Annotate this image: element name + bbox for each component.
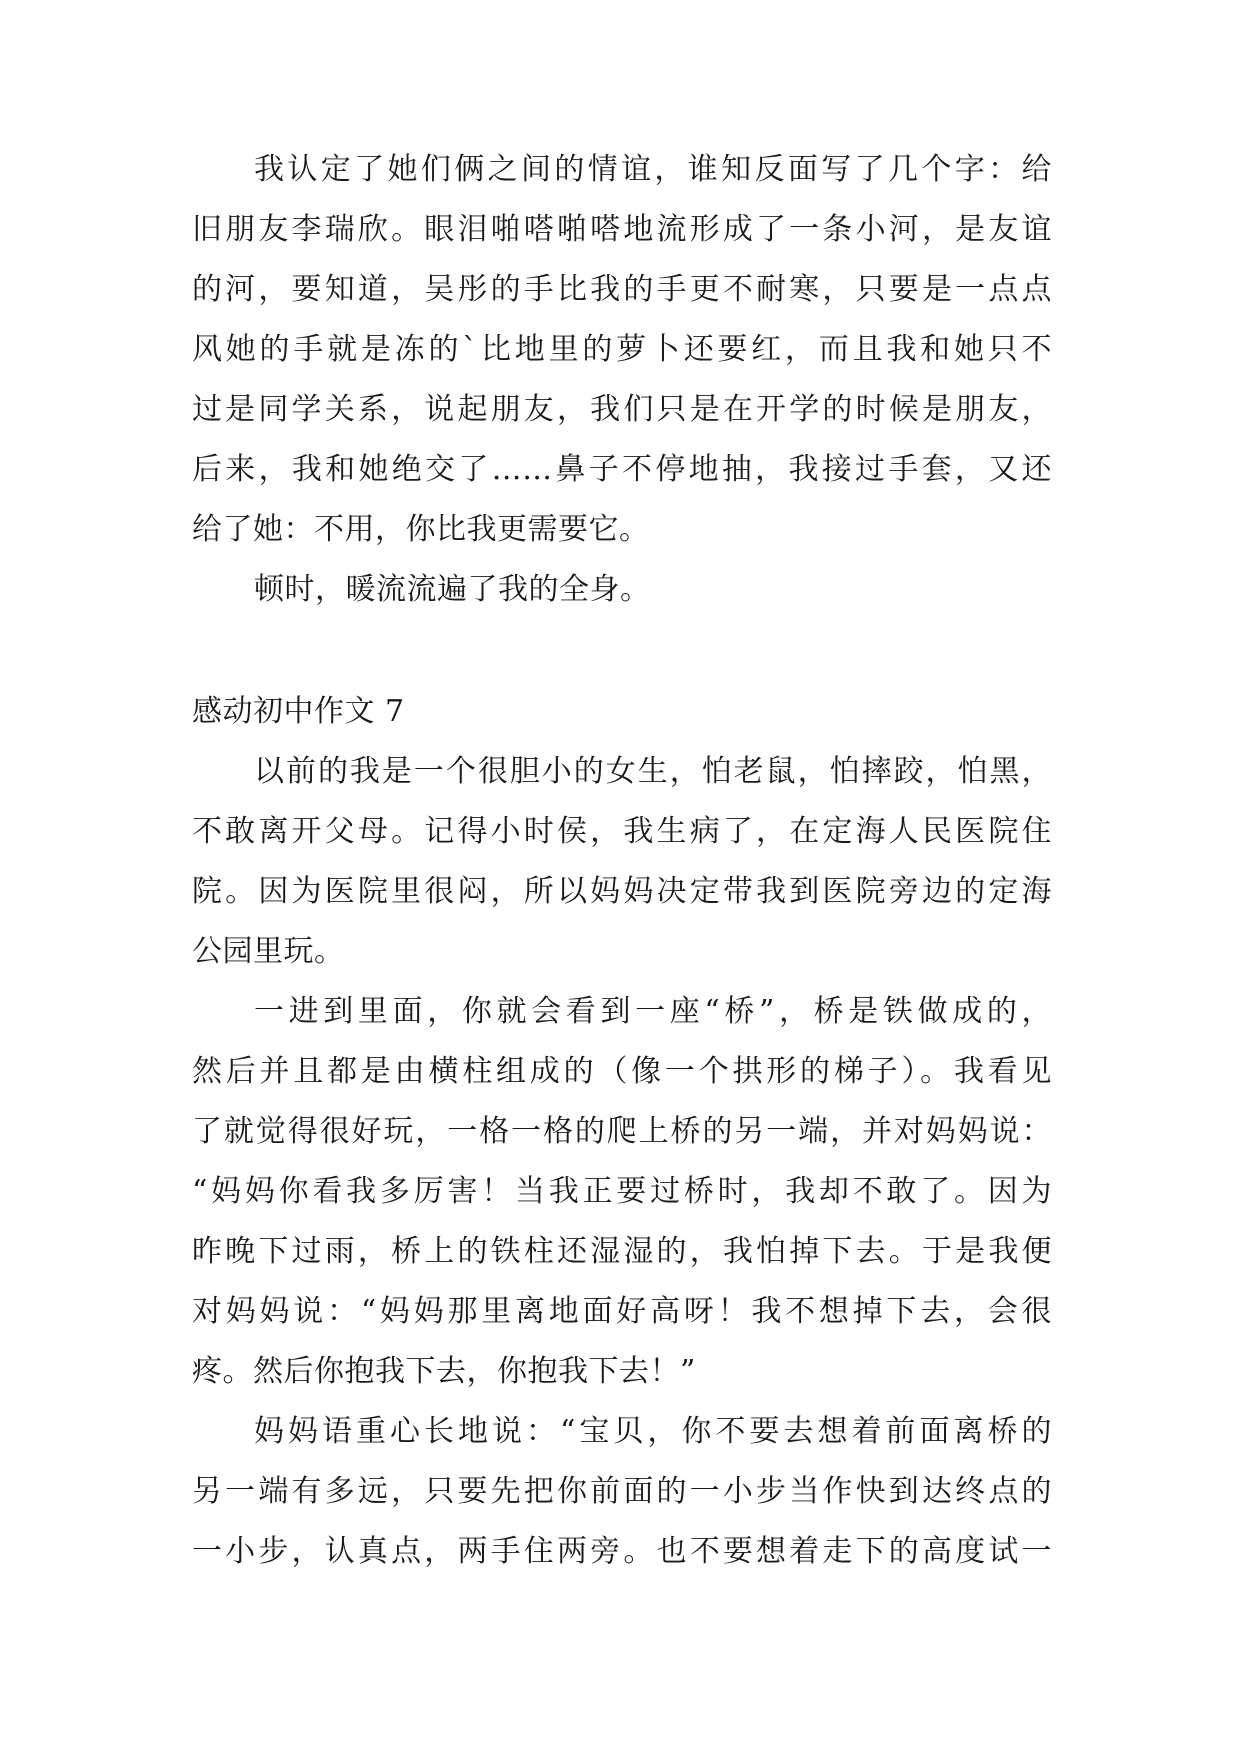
text-line: 然后并且都是由横柱组成的（像一个拱形的梯子）。我看见 [192, 1054, 1052, 1089]
text-line: 妈妈语重心长地说：“宝贝，你不要去想着前面离桥的 [254, 1414, 1052, 1449]
text-line: 给了她：不用，你比我更需要它。 [192, 512, 650, 547]
text-line: 顿时，暖流流遍了我的全身。 [254, 572, 651, 607]
text-line: 的河，要知道，吴彤的手比我的手更不耐寒，只要是一点点 [192, 272, 1052, 307]
text-line: 对妈妈说：“妈妈那里离地面好高呀！我不想掉下去，会很 [192, 1294, 1052, 1329]
text-line: 一进到里面，你就会看到一座“桥”，桥是铁做成的， [254, 994, 1052, 1029]
text-line: 公园里玩。 [192, 934, 345, 969]
text-line: 了就觉得很好玩，一格一格的爬上桥的另一端，并对妈妈说： [192, 1114, 1052, 1149]
text-line: 昨晚下过雨，桥上的铁柱还湿湿的，我怕掉下去。于是我便 [192, 1234, 1052, 1269]
text-line: 风她的手就是冻的`比地里的萝卜还要红，而且我和她只不 [192, 332, 1052, 367]
text-line: 我认定了她们俩之间的情谊，谁知反面写了几个字：给 [254, 152, 1052, 187]
text-line: 旧朋友李瑞欣。眼泪啪嗒啪嗒地流形成了一条小河，是友谊 [192, 212, 1052, 247]
text-line: 以前的我是一个很胆小的女生，怕老鼠，怕摔跤，怕黑， [254, 754, 1052, 789]
text-line: 疼。然后你抱我下去，你抱我下去！” [192, 1354, 696, 1389]
section-heading: 感动初中作文 7 [192, 694, 405, 729]
text-line: 院。因为医院里很闷，所以妈妈决定带我到医院旁边的定海 [192, 874, 1052, 909]
text-line: 不敢离开父母。记得小时侯，我生病了，在定海人民医院住 [192, 814, 1052, 849]
text-line: 后来，我和她绝交了……鼻子不停地抽，我接过手套，又还 [192, 452, 1052, 487]
text-line: 过是同学关系，说起朋友，我们只是在开学的时候是朋友， [192, 392, 1052, 427]
text-line: 另一端有多远，只要先把你前面的一小步当作快到达终点的 [192, 1474, 1052, 1509]
text-line: 一小步，认真点，两手住两旁。也不要想着走下的高度试一 [192, 1534, 1052, 1569]
text-line: “妈妈你看我多厉害！当我正要过桥时，我却不敢了。因为 [192, 1174, 1052, 1209]
